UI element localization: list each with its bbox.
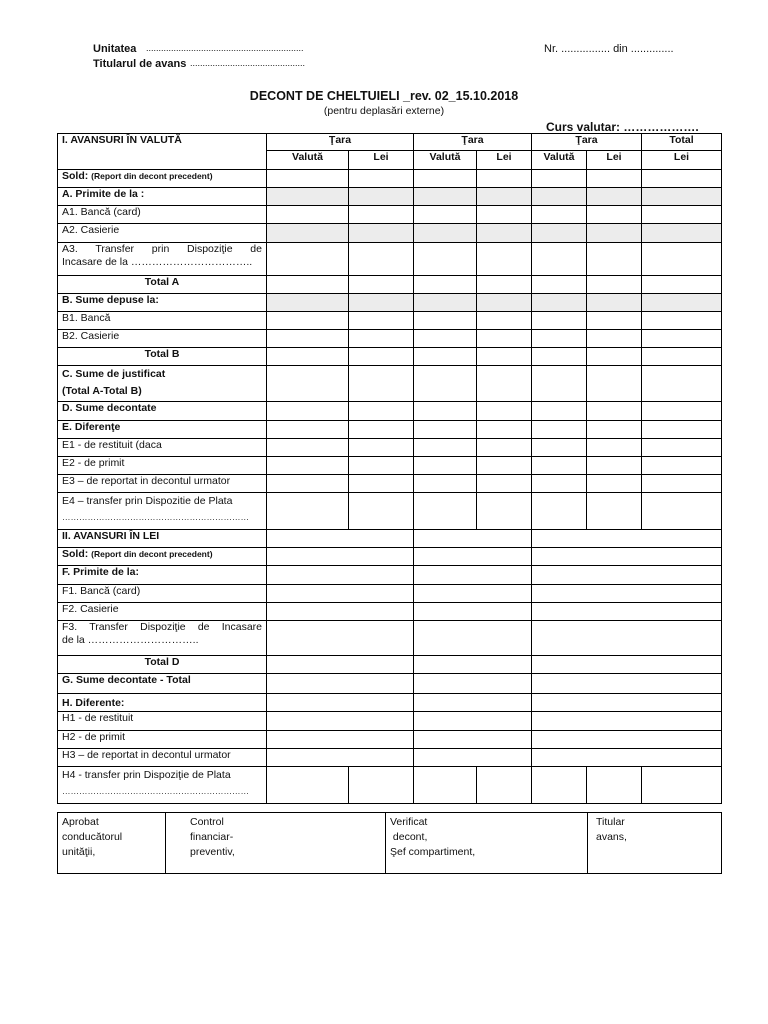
row-b1: [58, 312, 722, 330]
cell[interactable]: [267, 243, 349, 276]
cell[interactable]: [349, 170, 414, 188]
h4-label: H4 - transfer prin Dispoziţie de Plata …………………………………………………………: [58, 767, 267, 804]
row-total-d: [58, 656, 722, 674]
row-a2: [58, 224, 722, 243]
row-a: [58, 188, 722, 206]
cell[interactable]: [267, 674, 414, 694]
cell[interactable]: [587, 170, 642, 188]
cell[interactable]: [477, 767, 532, 804]
cell[interactable]: [477, 493, 532, 530]
cell[interactable]: [642, 475, 722, 493]
section-1-title: I. AVANSURI ÎN VALUTĂ: [58, 134, 267, 170]
row-total-a: [58, 276, 722, 294]
cell[interactable]: [414, 366, 477, 402]
verificat-line-1: Verificat: [390, 816, 428, 828]
cell[interactable]: [587, 439, 642, 457]
cell[interactable]: [267, 421, 349, 439]
cell[interactable]: [587, 312, 642, 330]
col-valuta-2: Valută: [414, 151, 477, 170]
col-total-lei: Lei: [642, 151, 722, 170]
cell[interactable]: [642, 170, 722, 188]
cell[interactable]: [267, 439, 349, 457]
signature-block: [57, 812, 722, 874]
cell[interactable]: [532, 749, 722, 767]
cell[interactable]: [414, 439, 477, 457]
verificat-line-2: decont,: [390, 831, 428, 843]
cell[interactable]: [532, 243, 587, 276]
cell[interactable]: [477, 206, 532, 224]
cell[interactable]: [349, 421, 414, 439]
b1-label: B1. Bancă: [58, 312, 267, 330]
cell[interactable]: [414, 493, 477, 530]
d-label: D. Sume decontate: [58, 402, 267, 421]
cell[interactable]: [587, 767, 642, 804]
cell[interactable]: [642, 348, 722, 366]
row-h4: [58, 767, 722, 804]
section-2-title: II. AVANSURI ÎN LEI: [58, 530, 267, 548]
cell[interactable]: [532, 767, 587, 804]
cell[interactable]: [267, 276, 349, 294]
col-valuta-1: Valută: [267, 151, 349, 170]
cell[interactable]: [587, 224, 642, 243]
cell[interactable]: [414, 421, 477, 439]
cell[interactable]: [414, 170, 477, 188]
cell[interactable]: [477, 330, 532, 348]
col-valuta-3: Valută: [532, 151, 587, 170]
cell[interactable]: [267, 530, 414, 548]
tara-header-3[interactable]: Ţara: [532, 134, 642, 151]
cell[interactable]: [349, 294, 414, 312]
f1-label: F1. Bancă (card): [58, 585, 267, 603]
cell[interactable]: [414, 312, 477, 330]
h1-label: H1 - de restituit: [58, 712, 267, 731]
document-subtitle: (pentru deplasări externe): [323, 105, 445, 117]
cell[interactable]: [477, 312, 532, 330]
aprobat-cell[interactable]: [58, 813, 166, 874]
row-e2: [58, 457, 722, 475]
cell[interactable]: [267, 749, 414, 767]
cell[interactable]: [532, 366, 587, 402]
cell[interactable]: [532, 206, 587, 224]
cell[interactable]: [349, 224, 414, 243]
total-b-label: Total B: [58, 348, 267, 366]
cell[interactable]: [532, 674, 722, 694]
cell[interactable]: [349, 767, 414, 804]
aprobat-line-3: unităţii,: [62, 846, 96, 858]
cell[interactable]: [532, 548, 722, 566]
cell[interactable]: [532, 312, 587, 330]
cell[interactable]: [267, 294, 349, 312]
cell[interactable]: [349, 243, 414, 276]
cell[interactable]: [414, 621, 532, 656]
cell[interactable]: [477, 276, 532, 294]
cell[interactable]: [267, 224, 349, 243]
cell[interactable]: [532, 457, 587, 475]
cell[interactable]: [414, 694, 532, 712]
cell[interactable]: [477, 439, 532, 457]
cell[interactable]: [349, 348, 414, 366]
unitatea-field[interactable]: ...............................................................: [146, 43, 304, 53]
h-label: H. Diferente:: [58, 694, 267, 712]
col-lei-3: Lei: [587, 151, 642, 170]
cell[interactable]: [642, 224, 722, 243]
titular-line-1: Titular: [596, 816, 625, 828]
cell[interactable]: [267, 767, 349, 804]
cell[interactable]: [642, 330, 722, 348]
cell[interactable]: [532, 170, 587, 188]
cell[interactable]: [267, 731, 414, 749]
cell[interactable]: [477, 366, 532, 402]
cell[interactable]: [349, 330, 414, 348]
cell[interactable]: [267, 694, 414, 712]
cell[interactable]: [587, 188, 642, 206]
cell[interactable]: [642, 188, 722, 206]
cell[interactable]: [414, 188, 477, 206]
control-line-1: Control: [190, 816, 224, 828]
cell[interactable]: [414, 674, 532, 694]
b-label: B. Sume depuse la:: [58, 294, 267, 312]
document-title: DECONT DE CHELTUIELI _rev. 02_15.10.2018: [249, 89, 519, 103]
aprobat-line-2: conducătorul: [62, 831, 123, 843]
aprobat-line-1: Aprobat: [62, 816, 99, 828]
control-cell[interactable]: [166, 813, 386, 874]
cell[interactable]: [587, 402, 642, 421]
cell[interactable]: [414, 566, 532, 585]
row-b2: [58, 330, 722, 348]
total-a-label: Total A: [58, 276, 267, 294]
cell[interactable]: [532, 731, 722, 749]
cell[interactable]: [587, 276, 642, 294]
cell[interactable]: [349, 366, 414, 402]
cell[interactable]: [642, 767, 722, 804]
row-a1: [58, 206, 722, 224]
row-f: [58, 566, 722, 585]
f-label: F. Primite de la:: [58, 566, 267, 585]
cell[interactable]: [532, 402, 587, 421]
cell[interactable]: [532, 585, 722, 603]
cell[interactable]: [587, 330, 642, 348]
cell[interactable]: [267, 457, 349, 475]
cell[interactable]: [642, 206, 722, 224]
verificat-line-3: Şef compartiment,: [390, 846, 476, 858]
cell[interactable]: [414, 767, 477, 804]
cell[interactable]: [414, 330, 477, 348]
cell[interactable]: [642, 294, 722, 312]
cell[interactable]: [532, 188, 587, 206]
cell[interactable]: [532, 294, 587, 312]
titular-field[interactable]: ..............................................: [190, 58, 306, 68]
cell[interactable]: [477, 421, 532, 439]
cell[interactable]: [532, 224, 587, 243]
f2-label: F2. Casierie: [58, 603, 267, 621]
row-b: [58, 294, 722, 312]
a-label: A. Primite de la :: [58, 188, 267, 206]
unitatea-label: Unitatea: [93, 43, 137, 55]
cell[interactable]: [414, 712, 532, 731]
cell[interactable]: [267, 366, 349, 402]
cell[interactable]: [414, 603, 532, 621]
cell[interactable]: [349, 402, 414, 421]
control-line-2: financiar-: [190, 831, 234, 843]
row-f1: [58, 585, 722, 603]
cell[interactable]: [267, 712, 414, 731]
cell[interactable]: [267, 566, 414, 585]
cell[interactable]: [642, 276, 722, 294]
decont-table: [57, 133, 722, 804]
cell[interactable]: [267, 402, 349, 421]
cell[interactable]: [349, 188, 414, 206]
titular-line-2: avans,: [596, 831, 627, 843]
e4-label: E4 – transfer prin Dispozitie de Plata …………………………………………………………: [58, 493, 267, 530]
cell[interactable]: [642, 312, 722, 330]
cell[interactable]: [587, 421, 642, 439]
cell[interactable]: [532, 276, 587, 294]
tara-header-1[interactable]: Ţara: [267, 134, 414, 151]
e3-label: E3 – de reportat in decontul urmator: [58, 475, 267, 493]
cell[interactable]: [642, 421, 722, 439]
cell[interactable]: [414, 402, 477, 421]
cell[interactable]: [349, 276, 414, 294]
col-lei-2: Lei: [477, 151, 532, 170]
cell[interactable]: [414, 585, 532, 603]
sold-2-label: Sold: (Report din decont precedent): [58, 548, 267, 566]
row-h2: [58, 731, 722, 749]
cell[interactable]: [267, 170, 349, 188]
cell[interactable]: [267, 475, 349, 493]
cell[interactable]: [587, 294, 642, 312]
cell[interactable]: [642, 243, 722, 276]
cell[interactable]: [532, 712, 722, 731]
cell[interactable]: [587, 348, 642, 366]
total-d-label: Total D: [58, 656, 267, 674]
cell[interactable]: [532, 475, 587, 493]
cell[interactable]: [587, 366, 642, 402]
cell[interactable]: [477, 402, 532, 421]
cell[interactable]: [642, 493, 722, 530]
cell[interactable]: [414, 475, 477, 493]
sold-1-label: Sold: (Report din decont precedent): [58, 170, 267, 188]
cell[interactable]: [477, 475, 532, 493]
row-e4: [58, 493, 722, 530]
cell[interactable]: [587, 493, 642, 530]
cell[interactable]: [532, 421, 587, 439]
cell[interactable]: [532, 348, 587, 366]
cell[interactable]: [267, 656, 414, 674]
col-lei-1: Lei: [349, 151, 414, 170]
cell[interactable]: [267, 603, 414, 621]
row-g: [58, 674, 722, 694]
row-c: [58, 366, 722, 402]
control-line-3: preventiv,: [190, 846, 235, 858]
total-header: Total: [642, 134, 722, 151]
cell[interactable]: [267, 585, 414, 603]
cell[interactable]: [267, 621, 414, 656]
cell[interactable]: [532, 621, 722, 656]
cell[interactable]: [532, 694, 722, 712]
table-header-row: [58, 134, 722, 151]
cell[interactable]: [414, 656, 532, 674]
cell[interactable]: [477, 457, 532, 475]
tara-header-2[interactable]: Ţara: [414, 134, 532, 151]
cell[interactable]: [349, 312, 414, 330]
cell[interactable]: [267, 548, 414, 566]
cell[interactable]: [587, 475, 642, 493]
verificat-cell[interactable]: [386, 813, 588, 874]
row-sold-1: [58, 170, 722, 188]
cell[interactable]: [414, 243, 477, 276]
cell[interactable]: [477, 170, 532, 188]
row-h1: [58, 712, 722, 731]
cell[interactable]: [414, 206, 477, 224]
cell[interactable]: [414, 530, 532, 548]
cell[interactable]: [477, 188, 532, 206]
cell[interactable]: [414, 348, 477, 366]
row-h3: [58, 749, 722, 767]
cell[interactable]: [414, 749, 532, 767]
cell[interactable]: [414, 457, 477, 475]
row-f3: [58, 621, 722, 656]
titular-cell[interactable]: [588, 813, 722, 874]
a2-label: A2. Casierie: [58, 224, 267, 243]
a3-label: A3. Transfer prin Dispoziţie de Incasare de la ……………………………..: [58, 243, 267, 276]
row-f2: [58, 603, 722, 621]
cell[interactable]: [532, 656, 722, 674]
cell[interactable]: [414, 276, 477, 294]
cell[interactable]: [267, 206, 349, 224]
e-label: E. Diferenţe: [58, 421, 267, 439]
row-e: [58, 421, 722, 439]
cell[interactable]: [414, 224, 477, 243]
cell[interactable]: [267, 312, 349, 330]
cell[interactable]: [532, 566, 722, 585]
cell[interactable]: [642, 439, 722, 457]
cell[interactable]: [532, 493, 587, 530]
row-sold-2: [58, 548, 722, 566]
nr-line[interactable]: Nr. ................ din ..............: [544, 43, 674, 55]
cell[interactable]: [267, 493, 349, 530]
f3-label: F3. Transfer Dispoziţie de Incasare de la …………………………..: [58, 621, 267, 656]
cell[interactable]: [642, 457, 722, 475]
cell[interactable]: [587, 457, 642, 475]
cell[interactable]: [587, 243, 642, 276]
cell[interactable]: [532, 439, 587, 457]
cell[interactable]: [267, 188, 349, 206]
row-total-b: [58, 348, 722, 366]
cell[interactable]: [477, 348, 532, 366]
cell[interactable]: [532, 530, 722, 548]
cell[interactable]: [587, 206, 642, 224]
c-label: C. Sume de justificat (Total A-Total B): [58, 366, 267, 402]
cell[interactable]: [414, 294, 477, 312]
h3-label: H3 – de reportat in decontul urmator: [58, 749, 267, 767]
cell[interactable]: [414, 731, 532, 749]
row-d: [58, 402, 722, 421]
a1-label: A1. Bancă (card): [58, 206, 267, 224]
row-h: [58, 694, 722, 712]
b2-label: B2. Casierie: [58, 330, 267, 348]
row-e3: [58, 475, 722, 493]
cell[interactable]: [532, 330, 587, 348]
e2-label: E2 - de primit: [58, 457, 267, 475]
cell[interactable]: [349, 493, 414, 530]
cell[interactable]: [349, 475, 414, 493]
row-e1: [58, 439, 722, 457]
e1-label: E1 - de restituit (daca: [58, 439, 267, 457]
cell[interactable]: [642, 402, 722, 421]
cell[interactable]: [414, 548, 532, 566]
cell[interactable]: [642, 366, 722, 402]
cell[interactable]: [267, 348, 349, 366]
cell[interactable]: [477, 243, 532, 276]
titular-label: Titularul de avans: [93, 58, 187, 70]
curs-valutar[interactable]: Curs valutar: ……………….: [546, 120, 699, 134]
row-section-2: [58, 530, 722, 548]
cell[interactable]: [532, 603, 722, 621]
h2-label: H2 - de primit: [58, 731, 267, 749]
g-label: G. Sume decontate - Total: [58, 674, 267, 694]
row-a3: [58, 243, 722, 276]
cell[interactable]: [477, 294, 532, 312]
cell[interactable]: [349, 457, 414, 475]
cell[interactable]: [477, 224, 532, 243]
cell[interactable]: [349, 206, 414, 224]
cell[interactable]: [349, 439, 414, 457]
cell[interactable]: [267, 330, 349, 348]
